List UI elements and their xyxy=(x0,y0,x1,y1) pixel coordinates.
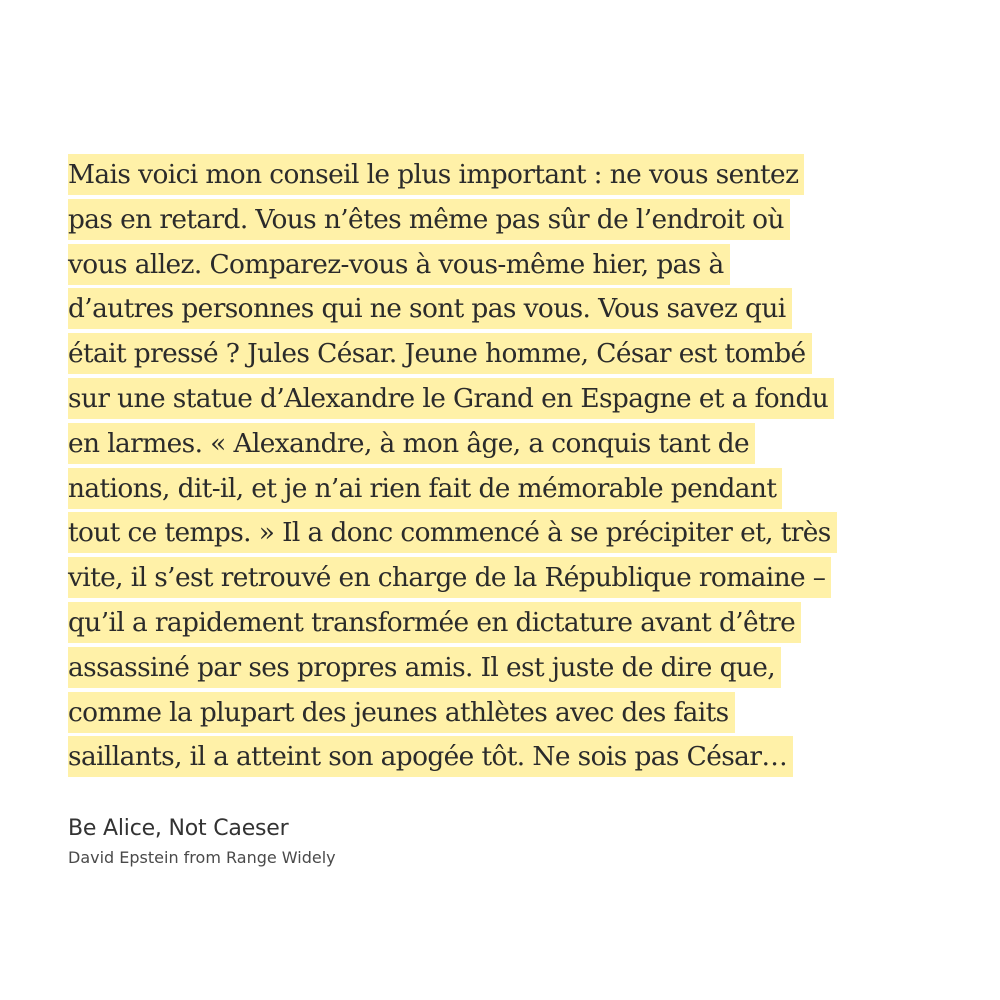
attribution xyxy=(68,814,768,869)
quote-line xyxy=(68,691,948,736)
quote-line xyxy=(68,243,948,288)
quote-line-text: vous allez. Comparez-vous à vous-même hier, pas à xyxy=(68,244,730,285)
quote-line xyxy=(68,511,948,556)
quote-line-text: était pressé ? Jules César. Jeune homme, César est tombé xyxy=(68,333,812,374)
quote-line-text: tout ce temps. » Il a donc commencé à se précipiter et, très xyxy=(68,512,837,553)
quote-line xyxy=(68,198,948,243)
quote-line xyxy=(68,467,948,512)
quote-line xyxy=(68,377,948,422)
quote-line xyxy=(68,153,948,198)
quote-line-text: Mais voici mon conseil le plus important : ne vous sentez xyxy=(68,154,804,195)
quote-line xyxy=(68,646,948,691)
quote-line xyxy=(68,556,948,601)
quote-line-text: nations, dit-il, et je n’ai rien fait de mémorable pendant xyxy=(68,468,782,509)
quote-line xyxy=(68,601,948,646)
quote-line xyxy=(68,287,948,332)
quote-line-text: assassiné par ses propres amis. Il est juste de dire que, xyxy=(68,647,781,688)
quote-line-text: d’autres personnes qui ne sont pas vous. Vous savez qui xyxy=(68,288,792,329)
quote-line xyxy=(68,332,948,377)
quote-line-text: vite, il s’est retrouvé en charge de la République romaine – xyxy=(68,557,831,598)
quote-line-text: qu’il a rapidement transformée en dictature avant d’être xyxy=(68,602,801,643)
quote-line-text: sur une statue d’Alexandre le Grand en Espagne et a fondu xyxy=(68,378,834,419)
quote-body xyxy=(68,153,948,780)
quote-line-text: pas en retard. Vous n’êtes même pas sûr de l’endroit où xyxy=(68,199,790,240)
quote-line-text: comme la plupart des jeunes athlètes avec des faits xyxy=(68,692,735,733)
attribution-author: David Epstein from Range Widely xyxy=(68,848,336,867)
attribution-title: Be Alice, Not Caeser xyxy=(68,816,289,841)
quote-line xyxy=(68,735,948,780)
quote-line xyxy=(68,422,948,467)
quote-line-text: en larmes. « Alexandre, à mon âge, a conquis tant de xyxy=(68,423,755,464)
quote-line-text: saillants, il a atteint son apogée tôt. Ne sois pas César… xyxy=(68,736,793,777)
